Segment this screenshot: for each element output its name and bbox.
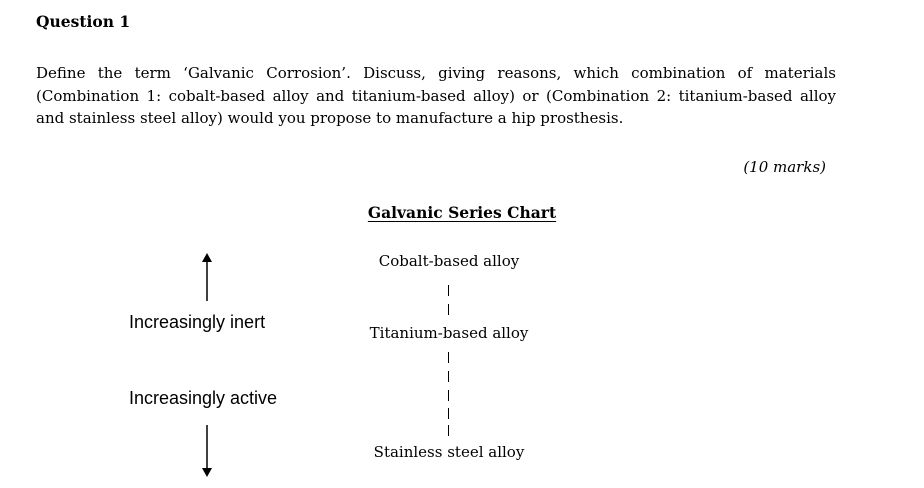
metal-cobalt-based-alloy: Cobalt-based alloy: [378, 252, 520, 270]
increasingly-active-label: Increasingly active: [129, 388, 278, 408]
metal-stainless-steel-alloy: Stainless steel alloy: [373, 443, 525, 461]
series-dash: [448, 371, 449, 382]
question-text: Define the term ‘Galvanic Corrosion’. Discuss, giving reasons, which combination of materials (Combination 1: cobalt-based alloy and titanium-based alloy) or (Combination 2: titanium-based alloy and stainless steel alloy) would you propose to manufacture a hip prosthesis.: [36, 64, 836, 127]
increasingly-inert-label: Increasingly inert: [129, 312, 266, 332]
series-dash: [448, 304, 449, 315]
marks-label: (10 marks): [743, 158, 826, 176]
chart-title: Galvanic Series Chart: [367, 203, 557, 222]
series-dash: [448, 425, 449, 436]
metal-titanium-based-alloy: Titanium-based alloy: [369, 324, 529, 342]
question-heading: Question 1: [36, 12, 131, 31]
series-dash: [448, 390, 449, 401]
series-dash: [448, 352, 449, 363]
series-dash: [448, 285, 449, 296]
series-dash: [448, 408, 449, 419]
